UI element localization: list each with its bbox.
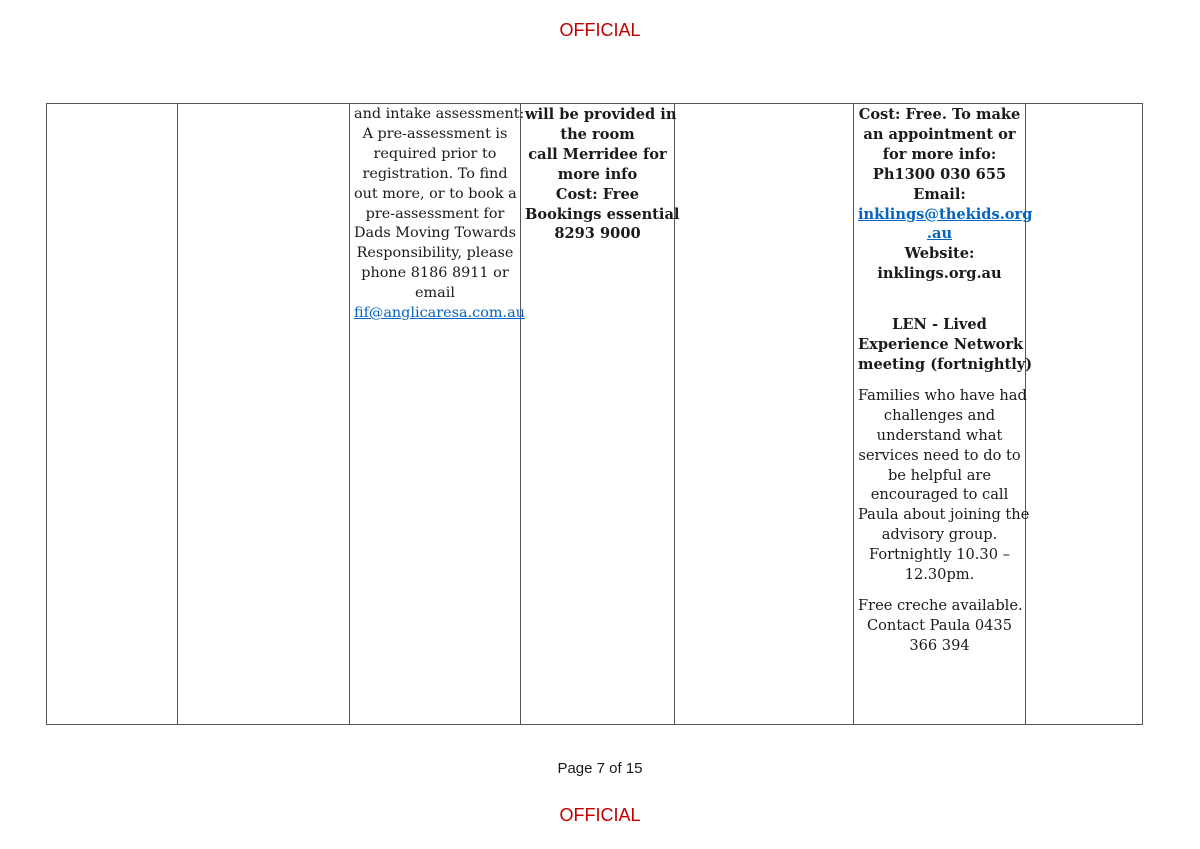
len-body-line: encouraged to call bbox=[870, 486, 1009, 504]
col3-line: out more, or to book a bbox=[354, 185, 517, 202]
len-body-line: be helpful are bbox=[887, 466, 992, 484]
anglicare-email-link[interactable]: fif@anglicaresa.com.au bbox=[354, 305, 525, 322]
col4-line: the room bbox=[560, 125, 635, 143]
col4-line: will be provided in bbox=[525, 106, 677, 123]
table-cell-col3 bbox=[350, 104, 525, 724]
len-body-line: challenges and bbox=[883, 406, 996, 424]
col4-line: call Merridee for bbox=[528, 145, 667, 163]
official-marking-top: OFFICIAL bbox=[559, 20, 641, 40]
table-cell-col1 bbox=[47, 104, 178, 724]
table-cell-col5 bbox=[675, 104, 854, 724]
table-cell-col6 bbox=[854, 104, 1033, 724]
col4-line: 8293 9000 bbox=[554, 225, 641, 243]
website-text: inklings.org.au bbox=[877, 265, 1002, 283]
creche-line: Free creche available. bbox=[858, 596, 1023, 614]
len-body-line: services need to do to bbox=[858, 446, 1021, 464]
len-title: LEN - Lived bbox=[892, 316, 987, 334]
page-number: Page 7 of 15 bbox=[557, 760, 643, 777]
col4-line: Cost: Free bbox=[555, 185, 640, 203]
len-body-line: Paula about joining the bbox=[858, 506, 1030, 524]
table-cell-col7 bbox=[1026, 104, 1142, 724]
official-marking-bottom: OFFICIAL bbox=[559, 805, 641, 825]
col6-line: for more info: bbox=[882, 145, 997, 163]
table-cell-col2 bbox=[178, 104, 350, 724]
col3-line: email bbox=[415, 285, 455, 302]
col3-line: required prior to bbox=[373, 145, 497, 162]
len-title: meeting (fortnightly) bbox=[858, 355, 1033, 373]
col6-line: Cost: Free. To make bbox=[858, 106, 1021, 123]
website-label: Website: bbox=[904, 245, 975, 263]
col6-line: Email: bbox=[913, 185, 966, 203]
col3-line: Responsibility, please bbox=[356, 245, 514, 262]
creche-line: 366 394 bbox=[909, 636, 970, 654]
col3-line: A pre-assessment is bbox=[362, 125, 508, 142]
col3-line: and intake assessment: bbox=[354, 106, 525, 122]
col3-line: phone 8186 8911 or bbox=[361, 265, 509, 282]
len-body-line: 12.30pm. bbox=[904, 566, 975, 584]
col6-line: an appointment or bbox=[863, 125, 1016, 143]
len-body-line: advisory group. bbox=[881, 526, 998, 544]
inklings-email-link[interactable]: inklings@thekids.org bbox=[858, 205, 1033, 223]
col3-line: pre-assessment for bbox=[365, 205, 505, 222]
services-table bbox=[46, 103, 1143, 725]
len-body-line: Families who have had bbox=[858, 386, 1027, 404]
len-body-line: understand what bbox=[876, 426, 1003, 444]
inklings-email-link-continued[interactable]: .au bbox=[926, 225, 953, 243]
creche-line: Contact Paula 0435 bbox=[866, 616, 1012, 634]
table-cell-col4 bbox=[521, 104, 680, 724]
len-title: Experience Network bbox=[858, 336, 1024, 354]
col4-line: more info bbox=[557, 165, 638, 183]
col3-line: registration. To find bbox=[362, 165, 508, 182]
len-body-line: Fortnightly 10.30 – bbox=[869, 546, 1010, 564]
col4-line: Bookings essential bbox=[525, 205, 680, 223]
col3-line: Dads Moving Towards bbox=[354, 225, 516, 242]
col6-line: Ph1300 030 655 bbox=[872, 165, 1007, 183]
